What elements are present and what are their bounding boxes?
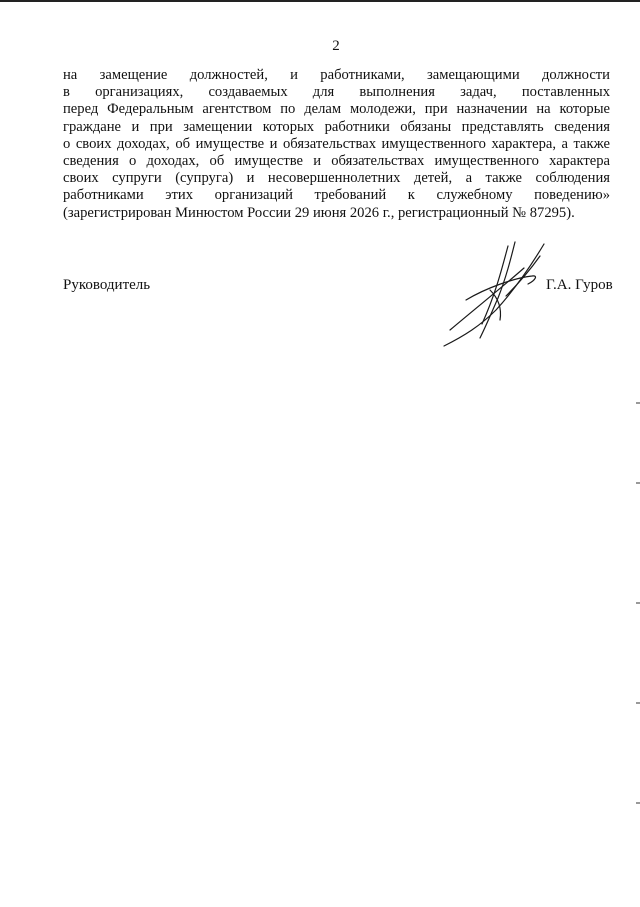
scan-edge-mark: [630, 480, 640, 488]
signer-title: Руководитель: [63, 277, 151, 293]
page-number: 2: [332, 38, 340, 54]
body-line: на замещение должностей, и работниками, замещающими должности: [63, 67, 610, 83]
body-line: в организациях, создаваемых для выполнения задач, поставленных: [63, 84, 610, 101]
scan-edge-mark: [630, 800, 640, 808]
body-line: (зарегистрирован Минюстом России 29 июня 2026 г., регистрационный № 87295).: [63, 204, 575, 221]
body-line: о своих доходах, об имуществе и обязательствах имущественного характера, а также: [63, 135, 610, 152]
scan-edge-mark: [630, 600, 640, 608]
handwritten-signature: [436, 238, 556, 350]
scan-edge-mark: [630, 400, 640, 408]
body-line: своих супруги (супруга) и несовершеннолетних детей, а также соблюдения: [63, 170, 610, 187]
body-line: перед Федеральным агентством по делам молодежи, при назначении на которые: [63, 101, 610, 118]
body-line: сведения о доходах, об имуществе и обязательствах имущественного характера: [63, 152, 610, 169]
scan-top-edge: [0, 0, 640, 2]
signer-name: Г.А. Гуров: [546, 277, 613, 293]
body-line: граждане и при замещении которых работники обязаны представлять сведения: [63, 118, 610, 135]
body-line: работниками этих организаций требований к служебному поведению»: [63, 187, 610, 204]
body-paragraph: [63, 67, 610, 222]
scan-edge-mark: [630, 700, 640, 708]
